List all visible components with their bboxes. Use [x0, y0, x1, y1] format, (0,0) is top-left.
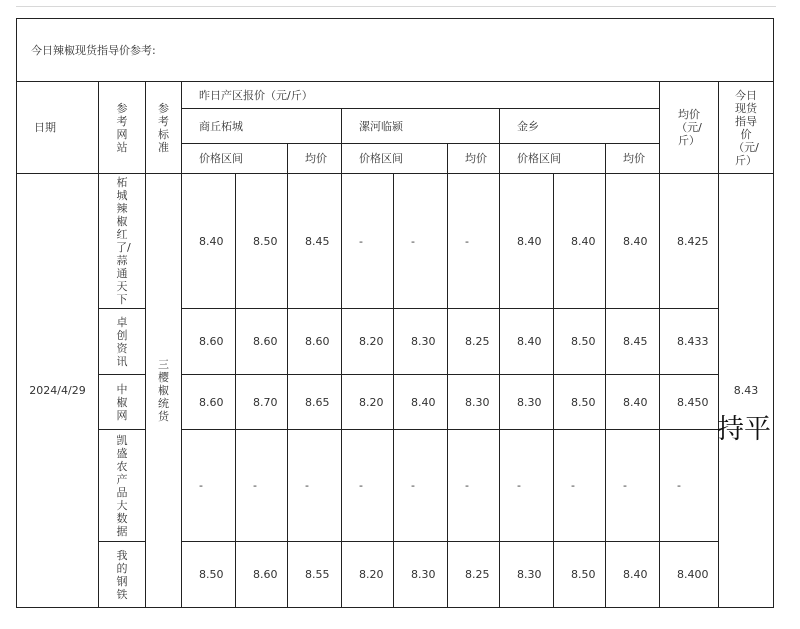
- price-cell: 8.40: [554, 174, 606, 309]
- price-cell: 8.30: [500, 542, 554, 608]
- price-cell: -: [236, 430, 288, 542]
- ref-standard-header: [146, 82, 182, 174]
- avg-cell: 8.425: [660, 174, 719, 309]
- table-row: [17, 542, 774, 608]
- region-header-shangqiu: 商丘柘城: [182, 109, 342, 144]
- price-cell: 8.45: [288, 174, 342, 309]
- title-row: [17, 19, 774, 82]
- avg-price-header-text: 均价（元/斤）: [676, 108, 702, 147]
- price-cell: 8.30: [394, 309, 448, 375]
- price-cell: 8.60: [182, 309, 236, 375]
- price-cell: -: [342, 174, 394, 309]
- standard-value: 三樱椒统货: [158, 358, 169, 423]
- price-cell: -: [394, 430, 448, 542]
- table-row: [17, 375, 774, 430]
- price-cell: 8.45: [606, 309, 660, 375]
- table-row: [17, 309, 774, 375]
- ref-site-header-text: 参考网站: [116, 101, 128, 154]
- price-cell: 8.30: [500, 375, 554, 430]
- avg-cell: 8.400: [660, 542, 719, 608]
- site-name: 我的钢铁: [116, 548, 128, 601]
- price-table: [16, 18, 774, 608]
- price-cell: 8.50: [554, 542, 606, 608]
- price-range-header: 价格区间: [182, 144, 288, 174]
- price-cell: 8.50: [182, 542, 236, 608]
- trend-label: 持平: [717, 414, 771, 445]
- price-cell: -: [448, 430, 500, 542]
- price-cell: 8.40: [606, 375, 660, 430]
- site-cell: [99, 309, 146, 375]
- table-row: [17, 174, 774, 309]
- site-cell: [99, 430, 146, 542]
- price-cell: -: [182, 430, 236, 542]
- today-guide-value: 8.43: [733, 384, 759, 397]
- site-name: 中椒网: [116, 382, 128, 422]
- yesterday-quote-header: 昨日产区报价（元/斤）: [182, 82, 660, 109]
- avg-header: 均价: [448, 144, 500, 174]
- site-name: 卓创资讯: [116, 315, 128, 368]
- price-cell: 8.25: [448, 309, 500, 375]
- price-cell: -: [606, 430, 660, 542]
- price-cell: 8.40: [394, 375, 448, 430]
- avg-price-header: [660, 82, 719, 174]
- date-cell: 2024/4/29: [17, 174, 99, 608]
- site-cell: [99, 375, 146, 430]
- standard-cell: [146, 174, 182, 608]
- region-header-jinxiang: 金乡: [500, 109, 660, 144]
- price-cell: 8.70: [236, 375, 288, 430]
- price-cell: 8.30: [394, 542, 448, 608]
- price-cell: -: [394, 174, 448, 309]
- avg-cell: -: [660, 430, 719, 542]
- price-cell: 8.60: [236, 542, 288, 608]
- date-header: 日期: [17, 82, 99, 174]
- top-divider: [16, 6, 776, 7]
- table-row: [17, 430, 774, 542]
- today-guide-header: [719, 82, 774, 174]
- price-cell: 8.40: [500, 309, 554, 375]
- ref-standard-header-text: 参考标准: [158, 101, 169, 154]
- price-cell: 8.50: [554, 309, 606, 375]
- price-cell: 8.30: [448, 375, 500, 430]
- price-cell: 8.40: [606, 542, 660, 608]
- page: [16, 0, 776, 629]
- price-cell: -: [342, 430, 394, 542]
- price-cell: 8.20: [342, 542, 394, 608]
- today-guide-header-text: 今日现货指导价（元/斤）: [733, 88, 759, 167]
- price-cell: 8.50: [236, 174, 288, 309]
- price-cell: 8.20: [342, 309, 394, 375]
- price-cell: 8.40: [500, 174, 554, 309]
- header-row-1: [17, 82, 774, 109]
- price-range-header: 价格区间: [500, 144, 606, 174]
- table-title: 今日辣椒现货指导价参考:: [17, 19, 774, 82]
- price-cell: -: [554, 430, 606, 542]
- site-cell: [99, 542, 146, 608]
- avg-cell: 8.433: [660, 309, 719, 375]
- price-cell: -: [288, 430, 342, 542]
- today-guide-cell: [719, 174, 774, 608]
- avg-header: 均价: [606, 144, 660, 174]
- price-cell: 8.20: [342, 375, 394, 430]
- avg-header: 均价: [288, 144, 342, 174]
- site-name: 凯盛农产品大数据: [116, 433, 128, 538]
- avg-cell: 8.450: [660, 375, 719, 430]
- ref-site-header: [99, 82, 146, 174]
- region-header-luohe: 漯河临颍: [342, 109, 500, 144]
- price-range-header: 价格区间: [342, 144, 448, 174]
- price-cell: 8.60: [288, 309, 342, 375]
- site-name: 柘城辣椒红了/蒜通天下: [116, 176, 131, 306]
- price-cell: 8.65: [288, 375, 342, 430]
- price-cell: 8.55: [288, 542, 342, 608]
- price-cell: 8.50: [554, 375, 606, 430]
- price-cell: -: [500, 430, 554, 542]
- price-cell: 8.60: [182, 375, 236, 430]
- site-cell: [99, 174, 146, 309]
- price-cell: -: [448, 174, 500, 309]
- price-cell: 8.25: [448, 542, 500, 608]
- price-cell: 8.40: [606, 174, 660, 309]
- price-cell: 8.60: [236, 309, 288, 375]
- price-cell: 8.40: [182, 174, 236, 309]
